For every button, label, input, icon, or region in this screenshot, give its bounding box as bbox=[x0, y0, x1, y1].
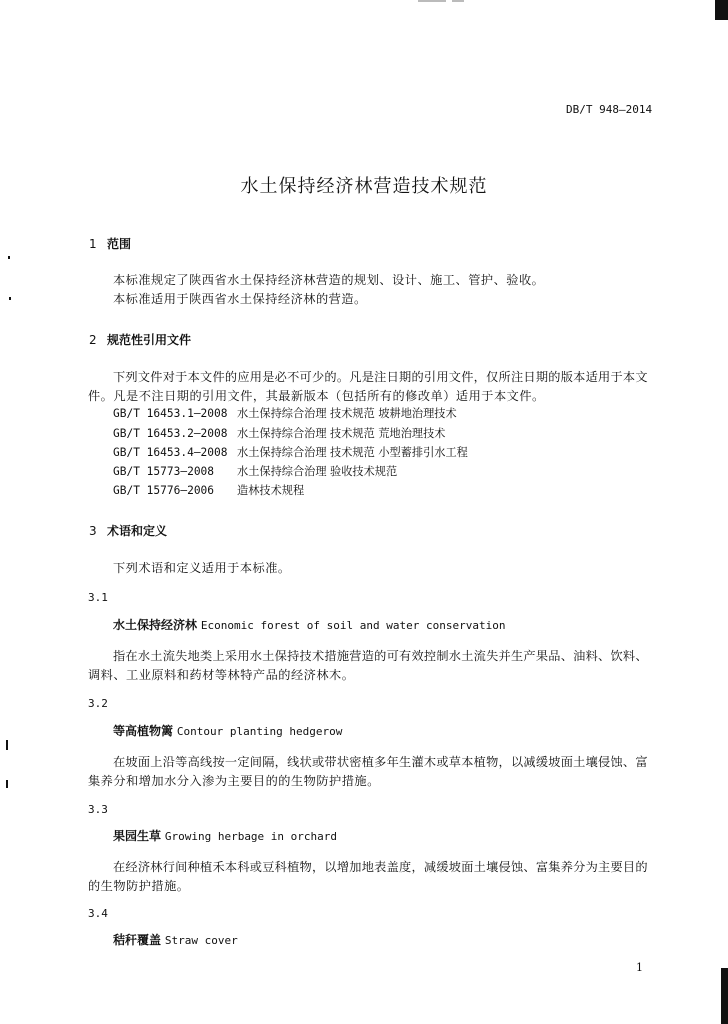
term-name-cn: 等高植物篱 bbox=[113, 724, 174, 738]
section-2-intro-line-2: 件。凡是不注日期的引用文件，其最新版本（包括所有的修改单）适用于本文件。 bbox=[88, 389, 545, 403]
reference-title: 水土保持综合治理 技术规范 坡耕地治理技术 bbox=[237, 407, 457, 420]
reference-code: GB/T 16453.4—2008 bbox=[113, 446, 228, 459]
scan-mark-top-2 bbox=[452, 0, 464, 2]
scan-mark-left-4 bbox=[6, 780, 8, 788]
scan-mark-left-2 bbox=[9, 297, 11, 300]
reference-row bbox=[113, 465, 397, 479]
reference-title: 水土保持综合治理 验收技术规范 bbox=[237, 465, 398, 478]
term-heading bbox=[113, 933, 238, 948]
document-title: 水土保持经济林营造技术规范 bbox=[240, 176, 488, 197]
term-name-en: Contour planting hedgerow bbox=[176, 725, 343, 738]
term-heading bbox=[113, 829, 337, 844]
reference-title: 水土保持综合治理 技术规范 小型蓄排引水工程 bbox=[237, 446, 468, 459]
term-definition-line-2: 集养分和增加水分入渗为主要目的的生物防护措施。 bbox=[88, 774, 380, 788]
term-definition-line-1: 指在水土流失地类上采用水土保持技术措施营造的可有效控制水土流失并生产果品、油料、饮料、 bbox=[113, 649, 648, 663]
reference-code: GB/T 16453.1—2008 bbox=[113, 407, 228, 420]
section-3-heading: 术语和定义 bbox=[107, 524, 168, 538]
reference-row bbox=[113, 484, 304, 498]
reference-code: GB/T 15773—2008 bbox=[113, 465, 215, 478]
term-definition-line-1: 在经济林行间种植禾本科或豆科植物，以增加地表盖度，减缓坡面土壤侵蚀、富集养分为主要目的 bbox=[113, 860, 648, 874]
section-1-number: 1 bbox=[89, 237, 97, 251]
term-heading bbox=[113, 618, 505, 633]
term-name-cn: 秸秆覆盖 bbox=[113, 933, 162, 947]
section-2-number: 2 bbox=[89, 333, 97, 347]
section-1-paragraph-2: 本标准适用于陕西省水土保持经济林的营造。 bbox=[113, 292, 367, 306]
reference-title: 造林技术规程 bbox=[237, 484, 305, 497]
term-number: 3.2 bbox=[88, 697, 108, 710]
term-number: 3.3 bbox=[88, 803, 108, 816]
scan-mark-left-1 bbox=[8, 256, 10, 259]
term-name-en: Growing herbage in orchard bbox=[164, 830, 338, 843]
term-number: 3.4 bbox=[88, 907, 108, 920]
reference-title: 水土保持综合治理 技术规范 荒地治理技术 bbox=[237, 427, 446, 440]
reference-row bbox=[113, 427, 446, 441]
scan-mark-right-top bbox=[715, 0, 728, 20]
page-number: 1 bbox=[636, 961, 643, 974]
term-name-en: Economic forest of soil and water conservation bbox=[200, 619, 506, 632]
term-definition-line-2: 调料、工业原料和药材等林特产品的经济林木。 bbox=[88, 668, 355, 682]
section-2-intro-line-1: 下列文件对于本文件的应用是必不可少的。凡是注日期的引用文件，仅所注日期的版本适用于本文 bbox=[113, 370, 648, 384]
term-heading bbox=[113, 724, 342, 739]
section-1-paragraph-1: 本标准规定了陕西省水土保持经济林营造的规划、设计、施工、管护、验收。 bbox=[113, 273, 545, 287]
scan-mark-top bbox=[418, 0, 446, 2]
reference-row bbox=[113, 407, 457, 421]
term-name-cn: 水土保持经济林 bbox=[113, 618, 198, 632]
section-1-heading: 范围 bbox=[107, 237, 132, 251]
section-2-heading: 规范性引用文件 bbox=[107, 333, 192, 347]
reference-code: GB/T 16453.2—2008 bbox=[113, 427, 228, 440]
term-name-cn: 果园生草 bbox=[113, 829, 162, 843]
term-name-en: Straw cover bbox=[164, 934, 238, 947]
standard-code: DB/T 948—2014 bbox=[566, 103, 653, 116]
reference-row bbox=[113, 446, 468, 460]
section-3-number: 3 bbox=[89, 524, 97, 538]
term-definition-line-1: 在坡面上沿等高线按一定间隔，线状或带状密植多年生灌木或草本植物，以减缓坡面土壤侵蚀、富 bbox=[113, 755, 648, 769]
reference-code: GB/T 15776—2006 bbox=[113, 484, 215, 497]
scan-mark-right-bottom bbox=[721, 968, 728, 1024]
section-3-intro: 下列术语和定义适用于本标准。 bbox=[113, 561, 291, 575]
scan-mark-left-3 bbox=[6, 740, 8, 750]
term-definition-line-2: 的生物防护措施。 bbox=[88, 879, 190, 893]
term-number: 3.1 bbox=[88, 591, 108, 604]
